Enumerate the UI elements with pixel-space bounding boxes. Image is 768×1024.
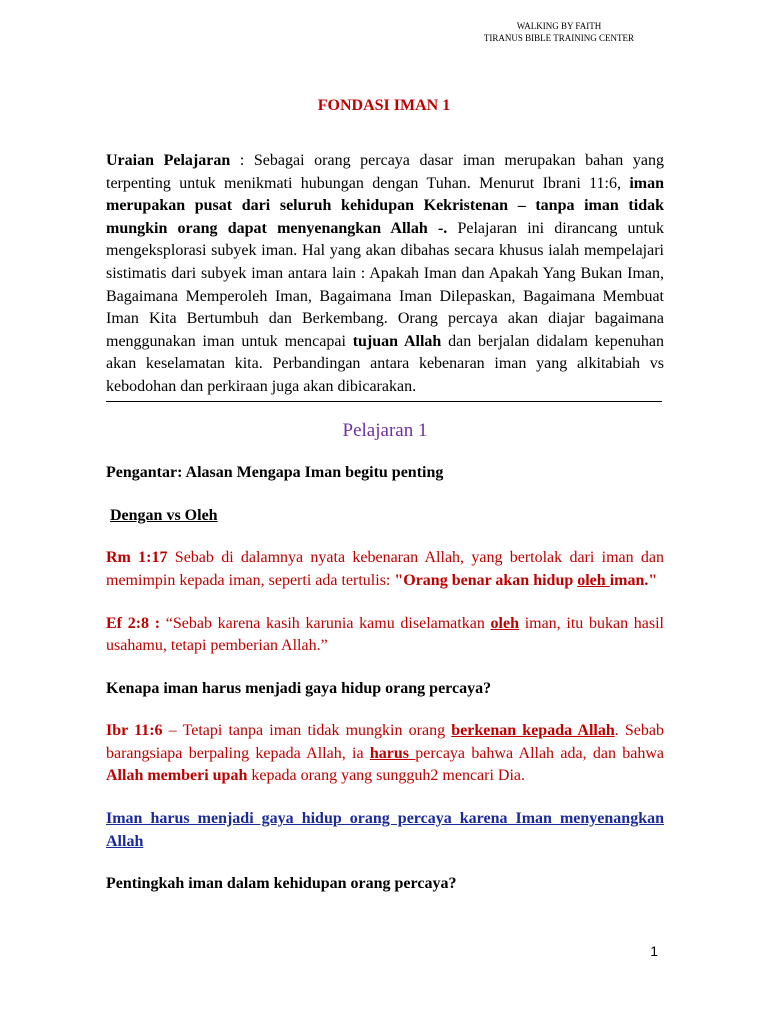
- ibr-text-3: percaya bahwa Allah ada, dan bahwa: [415, 744, 665, 762]
- uraian-text-2: Pelajaran ini dirancang untuk mengeksplorasi subyek iman. Hal yang akan dibahas secara khusus ialah mempelajari sistimatis dari subyek iman antara lain : Apakah Iman dan Apakah Yang Bukan Iman, Bagaimana Memperoleh Iman, Bagaimana Iman Dilepaskan, Bagaimana Membuat Iman Kita Bertumbuh dan Berkembang. Orang percaya akan diajar bagaimana menggunakan iman untuk mencapai: [106, 219, 664, 350]
- rm-verse: [106, 547, 664, 592]
- question-1-text: Kenapa iman harus menjadi gaya hidup orang percaya?: [106, 679, 492, 697]
- uraian-bold-2: tujuan Allah: [352, 332, 442, 350]
- key-statement-text: Iman harus menjadi gaya hidup orang percaya karena Iman menyenangkan Allah: [106, 810, 664, 850]
- ef-verse: [106, 613, 664, 658]
- ibr-verse: [106, 720, 664, 788]
- dengan-oleh-heading: [106, 505, 664, 528]
- rm-bold-2: iman.": [609, 571, 658, 589]
- key-statement: [106, 808, 664, 853]
- ibr-bold-1: berkenan kepada Allah: [451, 722, 615, 740]
- uraian-bold-1: iman merupakan pusat dari seluruh kehidupan Kekristenan – tanpa iman tidak mungkin orang dapat menyenangkan Allah -.: [106, 174, 664, 237]
- ibr-harus: harus: [369, 744, 416, 762]
- ef-oleh: oleh: [490, 614, 519, 632]
- document-title: FONDASI IMAN 1: [317, 97, 451, 114]
- question-1: [106, 678, 664, 701]
- rm-bold-oleh: oleh: [577, 571, 610, 589]
- ef-text-2: iman, itu bukan hasil usahamu, tetapi pemberian Allah.”: [106, 614, 664, 655]
- ibr-text-1: – Tetapi tanpa iman tidak mungkin orang: [162, 722, 452, 740]
- pengantar-heading: [106, 462, 664, 485]
- ef-text-1: “Sebab karena kasih karunia kamu diselamatkan: [160, 614, 491, 632]
- header-line-1: WALKING BY FAITH: [516, 21, 602, 31]
- uraian-text-1: Sebagai orang percaya dasar iman merupakan bahan yang terpenting untuk menikmati hubungan dengan Tuhan. Menurut Ibrani 11:6,: [106, 152, 664, 192]
- document-body: [106, 150, 664, 896]
- rm-ref: Rm 1:17: [106, 549, 168, 567]
- running-header: [484, 20, 634, 44]
- horizontal-rule: [106, 401, 662, 402]
- question-2-text: Pentingkah iman dalam kehidupan orang percaya?: [106, 875, 457, 893]
- rm-text: Sebab di dalamnya nyata kebenaran Allah, yang bertolak dari iman dan memimpin kepada iman, seperti ada tertulis:: [106, 549, 665, 589]
- ef-ref: Ef 2:8 :: [106, 614, 161, 632]
- ibr-text-4: kepada orang yang sungguh2 mencari Dia.: [247, 767, 526, 785]
- dengan-oleh-text: Dengan vs Oleh: [110, 506, 218, 524]
- ibr-bold-2: Allah memberi upah: [106, 767, 248, 785]
- lesson-heading: Pelajaran 1: [342, 419, 428, 441]
- question-2: [106, 873, 664, 896]
- rm-bold-1: "Orang benar akan hidup: [394, 571, 578, 589]
- header-line-2: TIRANUS BIBLE TRAINING CENTER: [483, 33, 634, 43]
- page-number: 1: [650, 943, 658, 959]
- ibr-ref: Ibr 11:6: [106, 722, 163, 740]
- uraian-colon: :: [230, 152, 254, 169]
- uraian-label: Uraian Pelajaran: [106, 152, 231, 169]
- uraian-paragraph: [106, 150, 664, 399]
- ibr-text-2: . Sebab barangsiapa berpaling kepada Allah, ia: [106, 722, 664, 762]
- uraian-text-3: dan berjalan didalam kepenuhan akan keselamatan kita. Perbandingan antara kebenaran iman yang alkitabiah vs kebodohan dan perkiraan juga akan dibicarakan.: [106, 332, 665, 395]
- pengantar-text: Pengantar: Alasan Mengapa Iman begitu penting: [106, 464, 444, 482]
